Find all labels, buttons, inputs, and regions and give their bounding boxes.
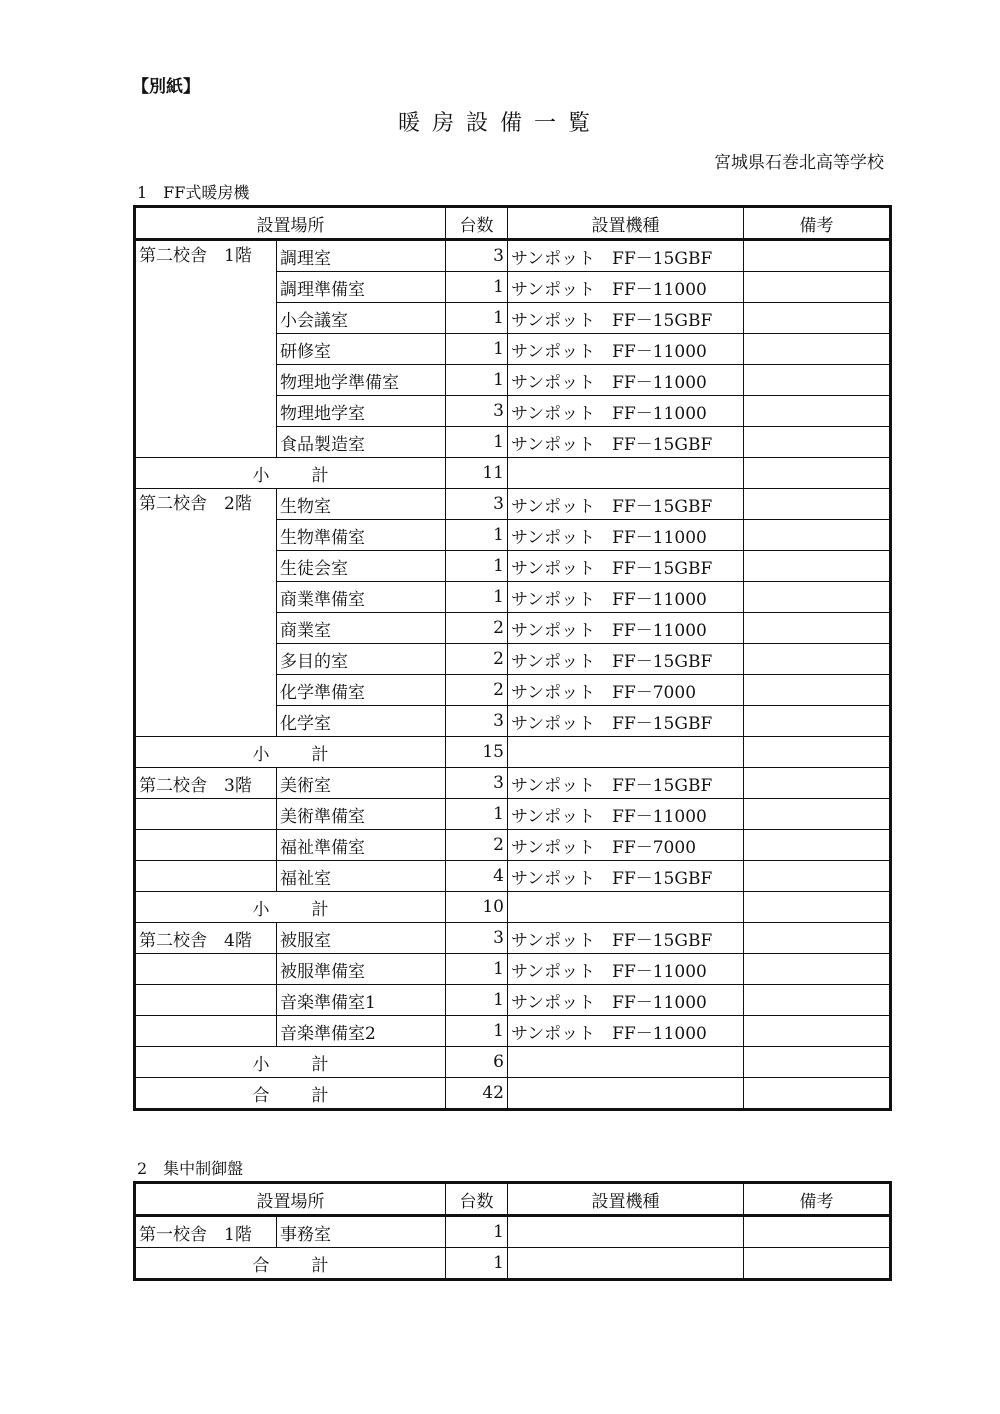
count-cell: 3 xyxy=(446,768,508,799)
subtotal-label xyxy=(135,458,446,489)
subtotal-count: 6 xyxy=(446,1047,508,1078)
subtotal-count: 15 xyxy=(446,737,508,768)
subtotal-label xyxy=(135,1047,446,1078)
count-cell: 3 xyxy=(446,240,508,272)
building-cell-empty xyxy=(135,830,277,861)
note-cell xyxy=(744,489,891,520)
count-cell: 1 xyxy=(446,1016,508,1047)
note-cell xyxy=(744,1047,891,1078)
count-cell: 3 xyxy=(446,489,508,520)
model-cell: サンポット FF－15GBF xyxy=(508,240,744,272)
room-cell: 調理準備室 xyxy=(277,272,446,303)
note-cell xyxy=(744,1248,891,1280)
table-row xyxy=(135,985,891,1016)
table-row xyxy=(135,489,891,520)
count-cell: 2 xyxy=(446,830,508,861)
header-note: 備考 xyxy=(744,1183,891,1216)
building-cell: 第一校舎 1階 xyxy=(135,1216,277,1248)
model-cell: サンポット FF－15GBF xyxy=(508,551,744,582)
note-cell xyxy=(744,458,891,489)
count-cell: 4 xyxy=(446,861,508,892)
total-label-left: 合 xyxy=(252,1255,270,1276)
model-cell: サンポット FF－15GBF xyxy=(508,923,744,954)
table-row xyxy=(135,830,891,861)
room-cell: 美術室 xyxy=(277,768,446,799)
building-cell-empty xyxy=(135,861,277,892)
subtotal-label-right: 計 xyxy=(311,744,329,765)
note-cell xyxy=(744,613,891,644)
model-cell: サンポット FF－11000 xyxy=(508,613,744,644)
note-cell xyxy=(744,272,891,303)
note-cell xyxy=(744,334,891,365)
table-row xyxy=(135,923,891,954)
model-cell: サンポット FF－15GBF xyxy=(508,644,744,675)
subtotal-count: 11 xyxy=(446,458,508,489)
count-cell: 1 xyxy=(446,427,508,458)
note-cell xyxy=(744,861,891,892)
count-cell: 1 xyxy=(446,799,508,830)
note-cell xyxy=(744,954,891,985)
header-note: 備考 xyxy=(744,207,891,240)
room-cell: 物理地学準備室 xyxy=(277,365,446,396)
count-cell: 1 xyxy=(446,365,508,396)
model-cell: サンポット FF－11000 xyxy=(508,1016,744,1047)
count-cell: 1 xyxy=(446,303,508,334)
count-cell: 1 xyxy=(446,1216,508,1248)
note-cell xyxy=(744,1016,891,1047)
room-cell: 調理室 xyxy=(277,240,446,272)
model-cell xyxy=(508,737,744,768)
model-cell: サンポット FF－11000 xyxy=(508,334,744,365)
subtotal-label-right: 計 xyxy=(311,1054,329,1075)
subtotal-row xyxy=(135,1047,891,1078)
subtotal-label-left: 小 xyxy=(252,1054,270,1075)
model-cell xyxy=(508,1078,744,1110)
model-cell: サンポット FF－15GBF xyxy=(508,768,744,799)
count-cell: 1 xyxy=(446,954,508,985)
room-cell: 事務室 xyxy=(277,1216,446,1248)
model-cell xyxy=(508,1216,744,1248)
total-row xyxy=(135,1078,891,1110)
ff-heater-table xyxy=(133,205,892,1111)
page-title: 暖房設備一覧 xyxy=(397,111,602,136)
room-cell: 生物室 xyxy=(277,489,446,520)
model-cell: サンポット FF－15GBF xyxy=(508,427,744,458)
note-cell xyxy=(744,427,891,458)
header-place: 設置場所 xyxy=(135,207,446,240)
note-cell xyxy=(744,737,891,768)
subtotal-label xyxy=(135,892,446,923)
table-row xyxy=(135,861,891,892)
room-cell: 被服室 xyxy=(277,923,446,954)
room-cell: 研修室 xyxy=(277,334,446,365)
note-cell xyxy=(744,551,891,582)
room-cell: 生徒会室 xyxy=(277,551,446,582)
count-cell: 2 xyxy=(446,613,508,644)
table-row xyxy=(135,954,891,985)
subtotal-count: 10 xyxy=(446,892,508,923)
table-header-row xyxy=(135,1183,891,1216)
model-cell xyxy=(508,458,744,489)
table-row xyxy=(135,1016,891,1047)
building-cell: 第二校舎 4階 xyxy=(135,923,277,954)
room-cell: 福祉準備室 xyxy=(277,830,446,861)
header-model: 設置機種 xyxy=(508,207,744,240)
note-cell xyxy=(744,706,891,737)
building-cell-empty xyxy=(135,1016,277,1047)
subtotal-label-left: 小 xyxy=(252,899,270,920)
subtotal-row xyxy=(135,892,891,923)
model-cell: サンポット FF－11000 xyxy=(508,985,744,1016)
room-cell: 生物準備室 xyxy=(277,520,446,551)
total-row xyxy=(135,1248,891,1280)
count-cell: 1 xyxy=(446,551,508,582)
room-cell: 多目的室 xyxy=(277,644,446,675)
table-header-row xyxy=(135,207,891,240)
count-cell: 2 xyxy=(446,644,508,675)
model-cell: サンポット FF－11000 xyxy=(508,272,744,303)
building-cell-empty xyxy=(135,954,277,985)
subtotal-row xyxy=(135,458,891,489)
building-cell: 第二校舎 3階 xyxy=(135,768,277,799)
room-cell: 商業室 xyxy=(277,613,446,644)
model-cell: サンポット FF－15GBF xyxy=(508,489,744,520)
building-cell: 第二校舎 2階 xyxy=(135,489,277,737)
total-label-left: 合 xyxy=(252,1085,270,1106)
total-count: 1 xyxy=(446,1248,508,1280)
model-cell: サンポット FF－11000 xyxy=(508,582,744,613)
table-row xyxy=(135,1216,891,1248)
building-cell-empty xyxy=(135,799,277,830)
count-cell: 3 xyxy=(446,396,508,427)
model-cell xyxy=(508,1248,744,1280)
subtotal-label-right: 計 xyxy=(311,899,329,920)
subtotal-row xyxy=(135,737,891,768)
note-cell xyxy=(744,1216,891,1248)
building-cell-empty xyxy=(135,985,277,1016)
note-cell xyxy=(744,240,891,272)
total-label xyxy=(135,1078,446,1110)
count-cell: 1 xyxy=(446,334,508,365)
note-cell xyxy=(744,303,891,334)
building-cell: 第二校舎 1階 xyxy=(135,240,277,458)
count-cell: 3 xyxy=(446,923,508,954)
room-cell: 小会議室 xyxy=(277,303,446,334)
note-cell xyxy=(744,582,891,613)
section1-heading: 1 FF式暖房機 xyxy=(137,183,250,202)
room-cell: 食品製造室 xyxy=(277,427,446,458)
model-cell: サンポット FF－11000 xyxy=(508,520,744,551)
room-cell: 物理地学室 xyxy=(277,396,446,427)
count-cell: 1 xyxy=(446,272,508,303)
model-cell: サンポット FF－11000 xyxy=(508,954,744,985)
total-label xyxy=(135,1248,446,1280)
total-count: 42 xyxy=(446,1078,508,1110)
total-label-right: 計 xyxy=(311,1255,329,1276)
header-count: 台数 xyxy=(446,1183,508,1216)
room-cell: 化学準備室 xyxy=(277,675,446,706)
model-cell: サンポット FF－15GBF xyxy=(508,706,744,737)
note-cell xyxy=(744,1078,891,1110)
note-cell xyxy=(744,396,891,427)
table-row xyxy=(135,799,891,830)
room-cell: 化学室 xyxy=(277,706,446,737)
model-cell: サンポット FF－11000 xyxy=(508,799,744,830)
note-cell xyxy=(744,768,891,799)
count-cell: 3 xyxy=(446,706,508,737)
header-count: 台数 xyxy=(446,207,508,240)
room-cell: 音楽準備室1 xyxy=(277,985,446,1016)
model-cell: サンポット FF－7000 xyxy=(508,830,744,861)
note-cell xyxy=(744,365,891,396)
header-place: 設置場所 xyxy=(135,1183,446,1216)
count-cell: 1 xyxy=(446,985,508,1016)
attachment-label: 【別紙】 xyxy=(132,77,200,97)
subtotal-label xyxy=(135,737,446,768)
subtotal-label-left: 小 xyxy=(252,465,270,486)
header-model: 設置機種 xyxy=(508,1183,744,1216)
note-cell xyxy=(744,644,891,675)
room-cell: 美術準備室 xyxy=(277,799,446,830)
room-cell: 被服準備室 xyxy=(277,954,446,985)
subtotal-label-left: 小 xyxy=(252,744,270,765)
note-cell xyxy=(744,985,891,1016)
total-label-right: 計 xyxy=(311,1085,329,1106)
count-cell: 1 xyxy=(446,520,508,551)
model-cell: サンポット FF－11000 xyxy=(508,396,744,427)
note-cell xyxy=(744,892,891,923)
count-cell: 1 xyxy=(446,582,508,613)
note-cell xyxy=(744,799,891,830)
section2-heading: 2 集中制御盤 xyxy=(137,1159,244,1178)
note-cell xyxy=(744,675,891,706)
model-cell xyxy=(508,1047,744,1078)
school-name: 宮城県石巻北高等学校 xyxy=(714,153,884,173)
model-cell: サンポット FF－15GBF xyxy=(508,303,744,334)
room-cell: 音楽準備室2 xyxy=(277,1016,446,1047)
note-cell xyxy=(744,520,891,551)
note-cell xyxy=(744,923,891,954)
model-cell: サンポット FF－15GBF xyxy=(508,861,744,892)
model-cell: サンポット FF－11000 xyxy=(508,365,744,396)
note-cell xyxy=(744,830,891,861)
room-cell: 福祉室 xyxy=(277,861,446,892)
model-cell xyxy=(508,892,744,923)
model-cell: サンポット FF－7000 xyxy=(508,675,744,706)
room-cell: 商業準備室 xyxy=(277,582,446,613)
table-row xyxy=(135,240,891,272)
subtotal-label-right: 計 xyxy=(311,465,329,486)
count-cell: 2 xyxy=(446,675,508,706)
ff-heater-table-body xyxy=(135,240,891,1110)
central-control-table xyxy=(133,1181,892,1281)
table-row xyxy=(135,768,891,799)
